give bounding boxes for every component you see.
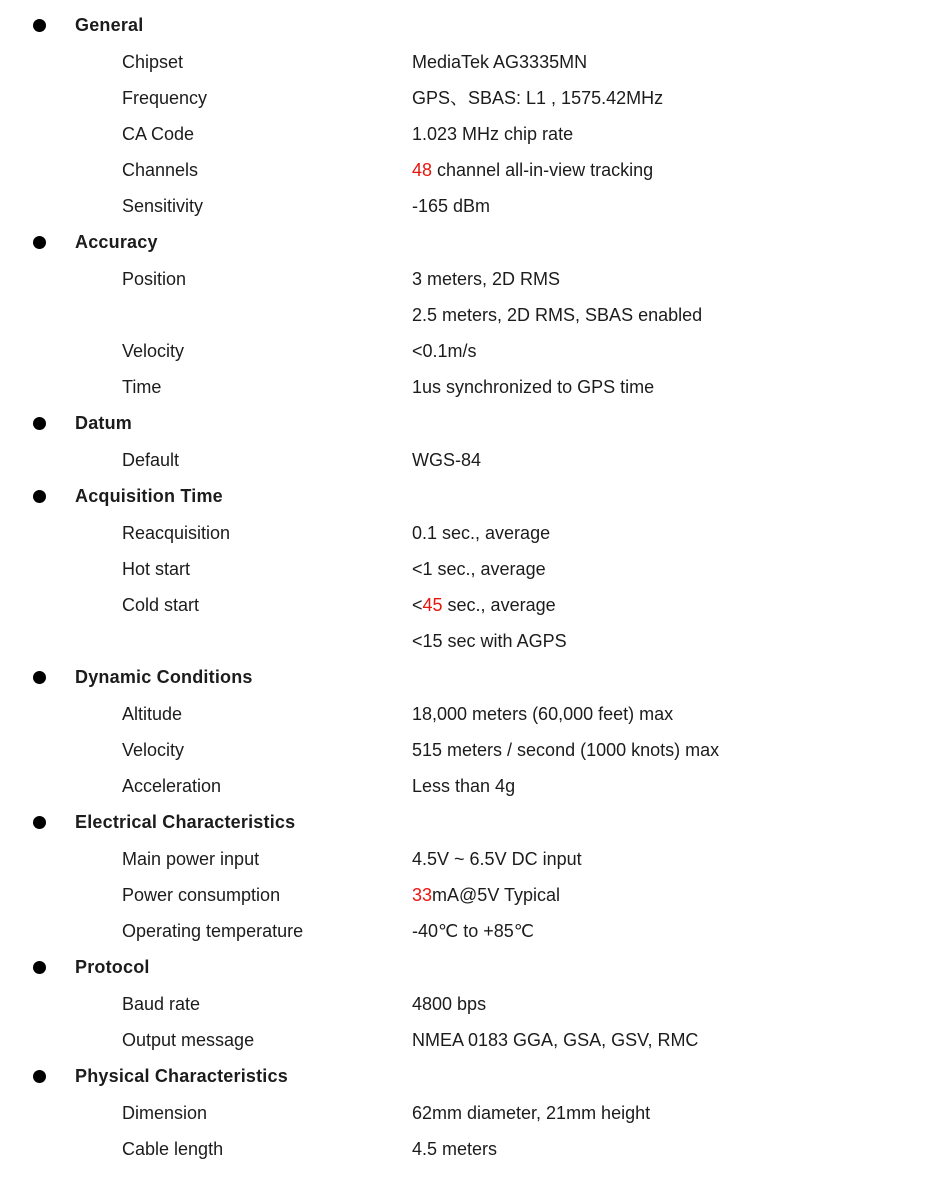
spec-value-text: -40℃ to +85℃	[412, 921, 534, 941]
spec-value-text: NMEA 0183 GGA, GSA, GSV, RMC	[412, 1030, 699, 1050]
spec-label: Default	[122, 450, 180, 470]
spec-label: Baud rate	[122, 994, 201, 1014]
bullet-icon	[33, 816, 46, 829]
spec-section-accuracy	[0, 224, 928, 405]
section-title: Dynamic Conditions	[75, 667, 253, 687]
spec-row	[0, 442, 928, 478]
spec-value	[412, 732, 719, 768]
spec-section-general	[0, 7, 928, 224]
section-title: Protocol	[75, 957, 150, 977]
spec-label: Main power input	[122, 849, 260, 869]
spec-row	[0, 333, 928, 369]
spec-value-line	[412, 1095, 650, 1131]
spec-value-text: 0.1 sec., average	[412, 523, 551, 543]
section-header	[0, 1058, 928, 1095]
spec-row	[0, 913, 928, 949]
spec-value-text: 4800 bps	[412, 994, 487, 1014]
spec-value-text: sec., average	[442, 595, 556, 615]
spec-value-line	[412, 152, 653, 188]
spec-value-line	[412, 768, 515, 804]
spec-label: Output message	[122, 1030, 255, 1050]
spec-value	[412, 1131, 497, 1167]
spec-value-line	[412, 442, 481, 478]
spec-value-text: mA@5V Typical	[432, 885, 561, 905]
spec-section-dynamic-conditions	[0, 659, 928, 804]
spec-value-text: Less than 4g	[412, 776, 516, 796]
spec-value-line	[412, 551, 546, 587]
spec-section-acquisition-time	[0, 478, 928, 659]
spec-row	[0, 587, 928, 659]
bullet-icon	[33, 19, 46, 32]
spec-label: Hot start	[122, 559, 191, 579]
spec-row	[0, 768, 928, 804]
spec-value-line	[412, 877, 560, 913]
spec-row	[0, 261, 928, 333]
spec-value	[412, 768, 515, 804]
spec-value-line	[412, 369, 654, 405]
spec-row	[0, 188, 928, 224]
spec-row	[0, 1095, 928, 1131]
spec-value-text: -165 dBm	[412, 196, 491, 216]
spec-value-line	[412, 188, 490, 224]
spec-label: Time	[122, 377, 162, 397]
spec-label: Frequency	[122, 88, 208, 108]
spec-value-text: <1 sec., average	[412, 559, 546, 579]
spec-label: Power consumption	[122, 885, 281, 905]
spec-label: Velocity	[122, 341, 185, 361]
spec-value	[412, 551, 546, 587]
spec-label: Position	[122, 269, 187, 289]
section-title: Physical Characteristics	[75, 1066, 288, 1086]
bullet-icon	[33, 490, 46, 503]
spec-row	[0, 696, 928, 732]
spec-value	[412, 152, 653, 188]
spec-value-text: 515 meters / second (1000 knots) max	[412, 740, 720, 760]
spec-label: Cable length	[122, 1139, 224, 1159]
spec-row	[0, 986, 928, 1022]
spec-value-text: WGS-84	[412, 450, 482, 470]
spec-label: Dimension	[122, 1103, 208, 1123]
spec-row	[0, 152, 928, 188]
section-header	[0, 478, 928, 515]
spec-value-line	[412, 297, 702, 333]
spec-section-physical-characteristics	[0, 1058, 928, 1167]
spec-value-line	[412, 587, 567, 623]
spec-row	[0, 551, 928, 587]
spec-value-line	[412, 732, 719, 768]
bullet-icon	[33, 1070, 46, 1083]
spec-row	[0, 116, 928, 152]
section-header	[0, 949, 928, 986]
section-header	[0, 659, 928, 696]
spec-value-line	[412, 986, 486, 1022]
spec-row	[0, 515, 928, 551]
spec-value-line	[412, 116, 573, 152]
spec-value	[412, 442, 481, 478]
spec-value	[412, 80, 663, 116]
spec-row	[0, 80, 928, 116]
spec-value-text: <0.1m/s	[412, 341, 477, 361]
spec-value-line	[412, 1022, 698, 1058]
spec-value-line	[412, 333, 477, 369]
spec-label: Velocity	[122, 740, 185, 760]
section-header	[0, 224, 928, 261]
spec-label: Chipset	[122, 52, 184, 72]
spec-value	[412, 986, 486, 1022]
spec-value-line	[412, 696, 673, 732]
section-header	[0, 405, 928, 442]
spec-value-line	[412, 913, 534, 949]
section-title: Datum	[75, 413, 133, 433]
spec-section-protocol	[0, 949, 928, 1058]
bullet-icon	[33, 961, 46, 974]
spec-value-line	[412, 261, 702, 297]
spec-value	[412, 333, 477, 369]
spec-label: Reacquisition	[122, 523, 231, 543]
spec-value-line	[412, 623, 567, 659]
section-title: Electrical Characteristics	[75, 812, 296, 832]
spec-value-text: 45	[422, 595, 443, 615]
spec-value	[412, 1022, 698, 1058]
spec-value	[412, 261, 702, 333]
section-title: General	[75, 15, 144, 35]
spec-value-line	[412, 841, 582, 877]
spec-row	[0, 1131, 928, 1167]
spec-value-line	[412, 1131, 497, 1167]
spec-value-text: <15 sec with AGPS	[412, 631, 567, 651]
spec-label: Altitude	[122, 704, 183, 724]
spec-value-text: 4.5 meters	[412, 1139, 498, 1159]
bullet-icon	[33, 236, 46, 249]
section-title: Accuracy	[75, 232, 158, 252]
spec-value-line	[412, 44, 587, 80]
spec-row	[0, 369, 928, 405]
spec-value	[412, 188, 490, 224]
spec-value-text: 18,000 meters (60,000 feet) max	[412, 704, 674, 724]
spec-value-text: 33	[412, 885, 433, 905]
spec-value-text: 48	[412, 160, 433, 180]
spec-label: Operating temperature	[122, 921, 304, 941]
spec-label: CA Code	[122, 124, 195, 144]
spec-label: Sensitivity	[122, 196, 204, 216]
spec-value	[412, 841, 582, 877]
bullet-icon	[33, 417, 46, 430]
spec-row	[0, 1022, 928, 1058]
spec-value-line	[412, 515, 550, 551]
spec-value-text: 2.5 meters, 2D RMS, SBAS enabled	[412, 305, 703, 325]
spec-row	[0, 732, 928, 768]
spec-label: Acceleration	[122, 776, 222, 796]
spec-value-text: 1.023 MHz chip rate	[412, 124, 574, 144]
bullet-icon	[33, 671, 46, 684]
spec-value-text: <	[412, 595, 423, 615]
spec-value-text: GPS、SBAS: L1 , 1575.42MHz	[412, 88, 664, 108]
spec-value	[412, 587, 567, 659]
spec-row	[0, 841, 928, 877]
spec-row	[0, 44, 928, 80]
spec-value-text: channel all-in-view tracking	[432, 160, 654, 180]
spec-value	[412, 116, 573, 152]
spec-value-text: MediaTek AG3335MN	[412, 52, 588, 72]
spec-value-text: 1us synchronized to GPS time	[412, 377, 655, 397]
section-title: Acquisition Time	[75, 486, 223, 506]
spec-value	[412, 1095, 650, 1131]
section-header	[0, 804, 928, 841]
spec-value-line	[412, 80, 663, 116]
spec-value-text: 62mm diameter, 21mm height	[412, 1103, 651, 1123]
spec-value	[412, 515, 550, 551]
spec-value-text: 3 meters, 2D RMS	[412, 269, 561, 289]
spec-value	[412, 369, 654, 405]
spec-value	[412, 696, 673, 732]
spec-section-datum	[0, 405, 928, 478]
spec-row	[0, 877, 928, 913]
spec-label: Cold start	[122, 595, 200, 615]
spec-section-electrical-characteristics	[0, 804, 928, 949]
spec-value	[412, 877, 560, 913]
spec-value	[412, 913, 534, 949]
section-header	[0, 7, 928, 44]
spec-value	[412, 44, 587, 80]
spec-value-text: 4.5V ~ 6.5V DC input	[412, 849, 582, 869]
spec-label: Channels	[122, 160, 199, 180]
